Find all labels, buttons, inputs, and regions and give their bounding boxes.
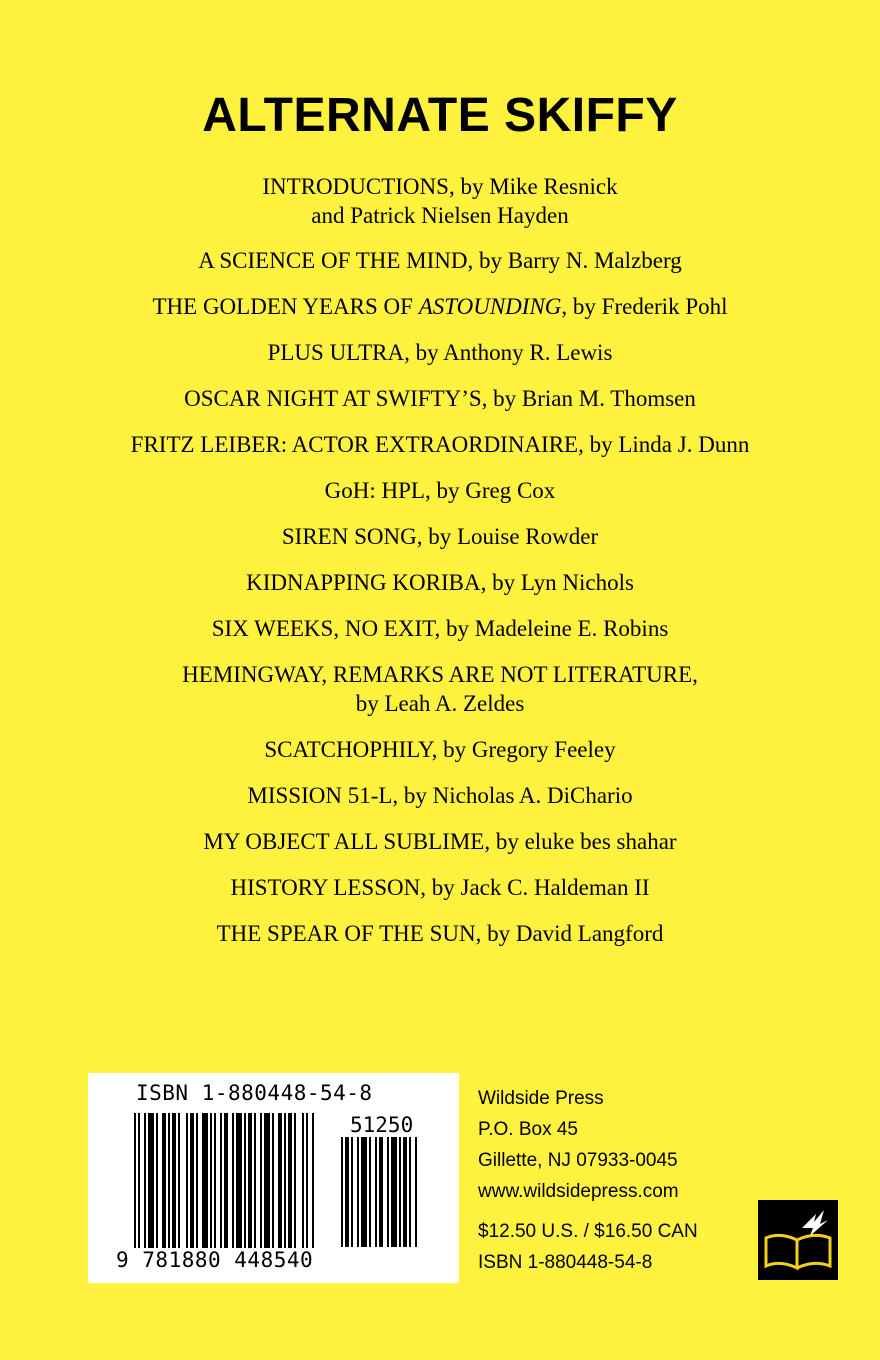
barcode-bar [391, 1137, 397, 1247]
barcode-bar [138, 1113, 140, 1248]
barcode-price-code: 51250 [350, 1113, 414, 1137]
contents-entry [40, 172, 840, 230]
contents-entry-line: SCATCHOPHILY, by Gregory Feeley [264, 737, 616, 762]
barcode-bar [220, 1113, 222, 1248]
barcode-addon-bars [341, 1137, 435, 1247]
barcode-bar [357, 1137, 359, 1247]
contents-entry [40, 781, 840, 810]
barcode-bar [144, 1113, 146, 1248]
barcode-bar [409, 1137, 411, 1247]
contents-entry [40, 384, 840, 413]
barcode-bar [244, 1113, 246, 1248]
barcode-bar [345, 1137, 349, 1247]
contents-entry-line: KIDNAPPING KORIBA, by Lyn Nichols [246, 570, 634, 595]
barcode-bar [186, 1113, 188, 1248]
barcode-bar [288, 1113, 292, 1248]
barcode-bar [260, 1113, 262, 1248]
contents-entry [40, 476, 840, 505]
publisher-name: Wildside Press [478, 1088, 604, 1109]
contents-entry [40, 292, 840, 321]
barcode-isbn-label: ISBN 1-880448-54-8 [136, 1081, 373, 1105]
barcode-bar [399, 1137, 401, 1247]
barcode-bar [196, 1113, 198, 1248]
barcode-bar [236, 1113, 242, 1248]
barcode-bar [172, 1113, 176, 1248]
barcode-bar [306, 1113, 308, 1248]
contents-entry-line: HISTORY LESSON, by Jack C. Haldeman II [230, 875, 650, 900]
barcode-bar [302, 1113, 304, 1248]
contents-entry [40, 614, 840, 643]
barcode-bar [162, 1113, 166, 1248]
contents-entry-line: THE GOLDEN YEARS OF ASTOUNDING, by Frederik Pohl [152, 294, 728, 319]
barcode-bar [254, 1113, 256, 1248]
barcode-bar [224, 1113, 228, 1248]
barcode-bar [403, 1137, 407, 1247]
price: $12.50 U.S. / $16.50 CAN [478, 1221, 698, 1242]
barcode-bars [134, 1113, 334, 1248]
contents-entry-line: HEMINGWAY, REMARKS ARE NOT LITERATURE, [182, 662, 698, 687]
contents-entry [40, 246, 840, 275]
contents-entry [40, 660, 840, 718]
barcode-bar [341, 1137, 343, 1247]
barcode-bar [134, 1113, 136, 1248]
contents-entry-line: PLUS ULTRA, by Anthony R. Lewis [267, 340, 613, 365]
contents-entry [40, 827, 840, 856]
book-title: ALTERNATE SKIFFY [202, 89, 678, 142]
contents-entry-line: and Patrick Nielsen Hayden [311, 203, 569, 228]
contents-entry-line: MISSION 51-L, by Nicholas A. DiChario [247, 783, 633, 808]
barcode-bar [168, 1113, 170, 1248]
barcode-bar [361, 1137, 367, 1247]
contents-entry-line: FRITZ LEIBER: ACTOR EXTRAORDINAIRE, by Linda J. Dunn [130, 432, 750, 457]
barcode-bar [178, 1113, 180, 1248]
barcode-bar [190, 1113, 194, 1248]
barcode-bar [232, 1113, 234, 1248]
barcode-bar [264, 1113, 270, 1248]
contents-entry [40, 338, 840, 367]
contents-entry-line: INTRODUCTIONS, by Mike Resnick [262, 174, 618, 199]
barcode-bar [379, 1137, 383, 1247]
contents-entry-line: by Leah A. Zeldes [355, 691, 525, 716]
contents-entry [40, 568, 840, 597]
isbn: ISBN 1-880448-54-8 [478, 1252, 653, 1273]
book-lightning-icon [758, 1200, 838, 1280]
contents-entry [40, 735, 840, 764]
barcode-bar [375, 1137, 377, 1247]
barcode-bar [284, 1113, 286, 1248]
contents-entry [40, 919, 840, 948]
barcode-panel [88, 1073, 459, 1283]
publisher-city: Gillette, NJ 07933-0045 [478, 1150, 678, 1171]
contents-entry-line: SIREN SONG, by Louise Rowder [281, 524, 599, 549]
contents-entry-line: MY OBJECT ALL SUBLIME, by eluke bes shahar [203, 829, 677, 854]
contents-entry-line: THE SPEAR OF THE SUN, by David Langford [216, 921, 664, 946]
barcode-bar [369, 1137, 371, 1247]
contents-entry-line: SIX WEEKS, NO EXIT, by Madeleine E. Robins [211, 616, 669, 641]
barcode-bar [294, 1113, 296, 1248]
barcode-bar [214, 1113, 216, 1248]
contents-entry-line: A SCIENCE OF THE MIND, by Barry N. Malzberg [198, 248, 682, 273]
contents-entry-line: GoH: HPL, by Greg Cox [324, 478, 556, 503]
barcode-bar [387, 1137, 389, 1247]
barcode-bar [248, 1113, 252, 1248]
contents-entry [40, 430, 840, 459]
barcode-bar [210, 1113, 212, 1248]
barcode-bar [351, 1137, 353, 1247]
contents-entry [40, 873, 840, 902]
publisher-address: P.O. Box 45 [478, 1119, 578, 1140]
barcode-bar [156, 1113, 158, 1248]
barcode-bar [202, 1113, 208, 1248]
barcode-bar [415, 1137, 417, 1247]
barcode-bar [278, 1113, 282, 1248]
barcode-bar [148, 1113, 154, 1248]
contents-entry [40, 522, 840, 551]
publisher-info [478, 1083, 698, 1278]
barcode-digits: 9 781880 448540 [116, 1248, 314, 1272]
barcode-bar [272, 1113, 274, 1248]
contents-entry-line: OSCAR NIGHT AT SWIFTY’S, by Brian M. Thomsen [184, 386, 696, 411]
publisher-website: www.wildsidepress.com [478, 1181, 679, 1202]
barcode-bar [312, 1113, 314, 1248]
